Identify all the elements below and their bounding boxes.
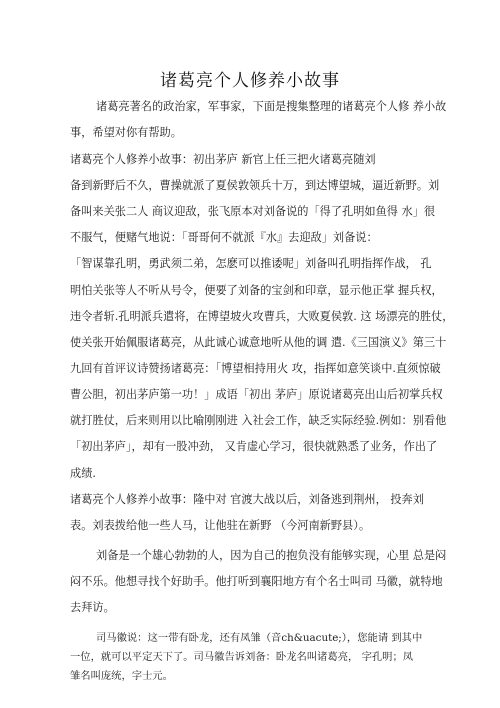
- paragraph-line: 备叫来关张二人 商议迎敌，张飞原本对刘备说的「得了孔明如鱼得 水」很: [70, 205, 436, 218]
- paragraph-line: 备到新野后不久，曹操就派了夏侯敦领兵十万，到达博望城，逼近新野。刘: [70, 179, 440, 192]
- paragraph-line: 诸葛亮个人修养小故事：初出茅庐 新官上任三把火诸葛亮随刘: [70, 153, 376, 166]
- paragraph-line: 刘备是一个雄心勃勃的人，因为自己的抱负没有能够实现，心里 总是闷: [96, 549, 447, 562]
- paragraph-line: 「初出茅庐」，却有一股冲劲， 又肯虚心学习，很快就熟悉了业务，作出了: [70, 440, 438, 453]
- paragraph-line: 违令者斩.孔明派兵遣将，在博望坡火攻曹兵，大败夏侯敦. 这 场漂亮的胜仗，: [70, 310, 454, 323]
- paragraph-line: 成绩.: [70, 467, 96, 480]
- paragraph-line: 诸葛亮个人修养小故事：隆中对 官渡大战以后，刘备逃到荆州， 投奔刘: [70, 493, 424, 506]
- paragraph-line: 雏名叫庞统，字士元。: [70, 670, 173, 682]
- paragraph-line: 就打胜仗，后来则用以比喻刚刚进 入社会工作，缺乏实际经验.例如：别看他: [70, 414, 447, 427]
- page-title: 诸葛亮个人修养小故事: [160, 71, 340, 91]
- paragraph-line: 表。刘表拨给他一些人马，让他驻在新野 （今河南新野县）。: [70, 519, 371, 532]
- paragraph-line: 诸葛亮著名的政治家，军事家，下面是搜集整理的诸葛亮个人修 养小故: [96, 100, 447, 113]
- paragraph-line: 使关张开始佩服诸葛亮，从此诚心诚意地听从他的调 遣.《三国演义》第三十: [70, 336, 447, 349]
- paragraph-line: 司马徽说：这一带有卧龙，还有凤雏（音ch&uacute;），您能请 到其中: [96, 632, 423, 644]
- paragraph-line: 「智谋靠孔明，勇武须二弟，怎麽可以推诿呢」刘备叫孔明指挥作战， 孔: [70, 257, 432, 270]
- paragraph-line: 曹公胆，初出茅庐第一功！」成语「初出 茅庐」原说诸葛亮出山后初掌兵权: [70, 388, 443, 401]
- paragraph-line: 不服气，便赌气地说：「哥哥何不就派『水』去迎敌」刘备说：: [70, 231, 378, 244]
- paragraph-line: 九回有首评议诗赞扬诸葛亮：「博望相持用火 攻，指挥如意笑谈中.直须惊破: [70, 362, 441, 375]
- paragraph-line: 一位，就可以平定天下了。司马徽告诉刘备：卧龙名叫诸葛亮， 字孔明；凤: [70, 651, 414, 663]
- paragraph-line: 明怕关张等人不听从号令，便要了刘备的宝剑和印章，显示他正掌 握兵权，: [70, 284, 443, 297]
- paragraph-line: 事，希望对你有帮助。: [70, 126, 182, 139]
- paragraph-line: 闷不乐。他想寻找个好助手。他打听到襄阳地方有个名士叫司 马徽，就特地: [70, 575, 443, 588]
- paragraph-line: 去拜访。: [70, 601, 115, 614]
